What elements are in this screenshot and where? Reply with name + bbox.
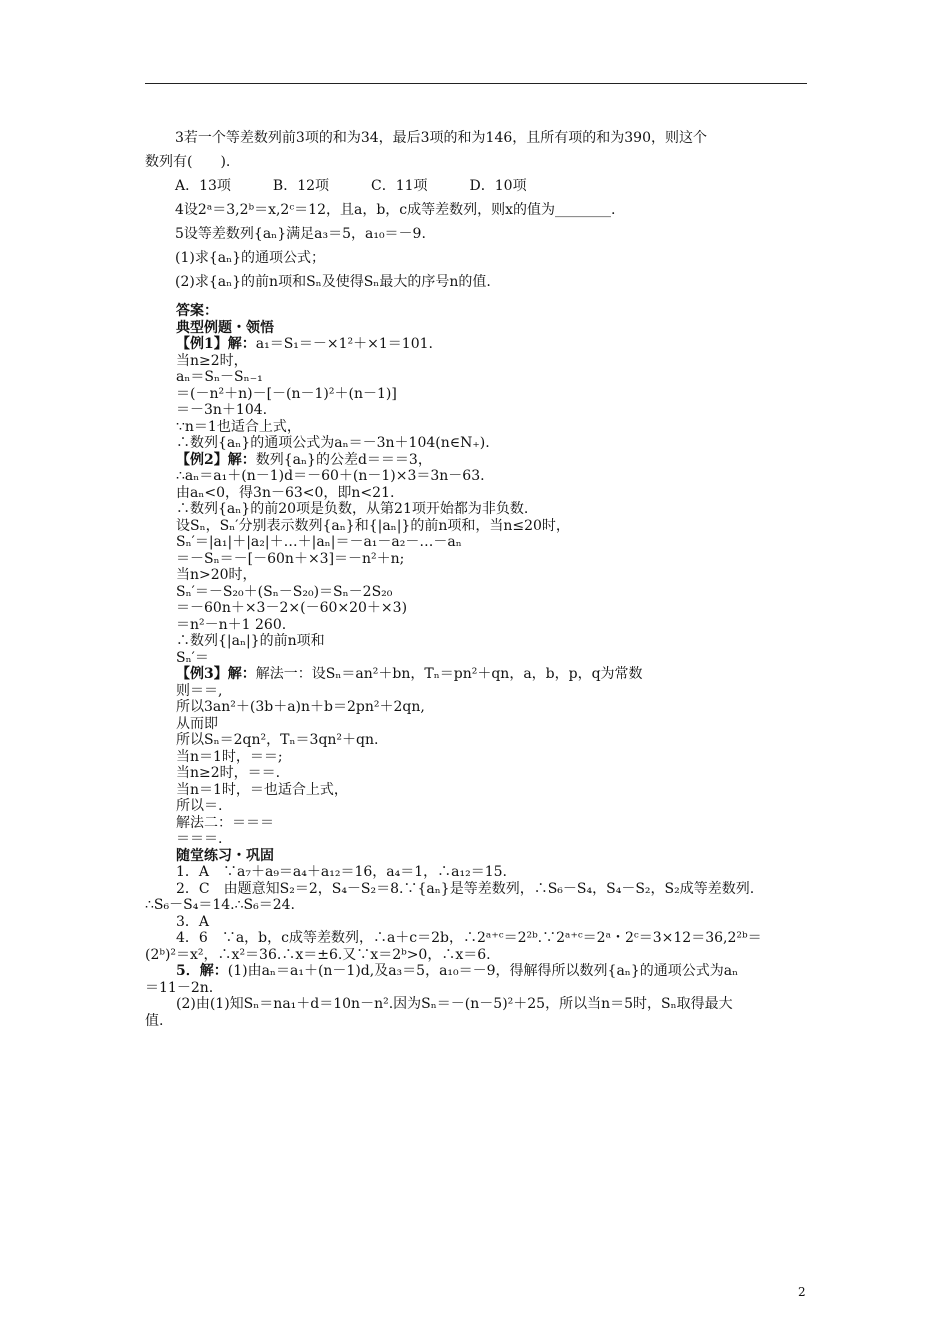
example-2-line: ∴数列{|aₙ|}的前n项和 <box>176 633 325 649</box>
example-1-line: a₁＝S₁＝－×1²＋×1＝101. <box>255 336 433 352</box>
example-3-line: 当n＝1时，＝＝; <box>176 748 283 765</box>
practice-answer-5: (1)由aₙ＝a₁＋(n－1)d,及a₃＝5，a₁₀＝－9，得解得所以数列{aₙ}的通项公式为aₙ <box>227 963 739 979</box>
example-2-line: 当n>20时， <box>176 567 257 583</box>
example-2-label: 【例2】解： <box>176 451 256 468</box>
example-2-line: 由aₙ<0，得3n－63<0，即n<21. <box>176 484 395 501</box>
practice-answer-2: 2．C 由题意知S₂＝2，S₄－S₂＝8.∵{aₙ}是等差数列，∴S₆－S₄，S₄－S₂，S₂成等差数列. <box>176 880 755 897</box>
practice-answer-2-cont: ∴S₆－S₄＝14.∴S₆＝24. <box>145 897 295 913</box>
example-3-line: 解法二：＝＝＝ <box>176 814 274 831</box>
example-1-line: aₙ＝Sₙ－Sₙ₋₁ <box>176 369 263 385</box>
example-3-line: 当n≥2时，＝＝. <box>176 765 281 781</box>
practice-answer-5-part2-cont: 值. <box>145 1012 164 1029</box>
example-3-line: 所以3an²＋(3b＋a)n＋b＝2pn²＋2qn, <box>176 699 425 715</box>
example-3-line: ＝＝＝. <box>176 831 223 847</box>
practice-answer-5-part2: (2)由(1)知Sₙ＝na₁＋d＝10n－n².因为Sₙ＝－(n－5)²＋25，所以当n＝5时，Sₙ取得最大 <box>176 996 733 1012</box>
example-2-line: Sₙ′＝－S₂₀＋(Sₙ－S₂₀)＝Sₙ－2S₂₀ <box>176 583 393 600</box>
page-number: 2 <box>798 1285 806 1299</box>
example-3-line: 解法一：设Sₙ＝an²＋bn，Tₙ＝pn²＋qn，a，b，p，q为常数 <box>255 666 643 682</box>
question-5-part1: (1)求{aₙ}的通项公式； <box>175 250 326 266</box>
question-4: 4设2ᵃ＝3,2ᵇ＝x,2ᶜ＝12，且a，b，c成等差数列，则x的值为________. <box>175 202 616 218</box>
example-2-line: Sₙ′＝ <box>176 649 209 666</box>
question-5-part2: (2)求{aₙ}的前n项和Sₙ及使得Sₙ最大的序号n的值. <box>175 274 491 290</box>
example-1-label: 【例1】解： <box>176 336 256 352</box>
example-2-line: ∴aₙ＝a₁＋(n－1)d＝－60＋(n－1)×3＝3n－63. <box>176 468 485 484</box>
header-rule <box>145 83 807 84</box>
question-5-stem: 5设等差数列{aₙ}满足a₃＝5，a₁₀＝－9. <box>175 226 426 242</box>
answers-section <box>145 303 816 1029</box>
example-3-line: 当n＝1时，＝也适合上式， <box>176 781 348 798</box>
example-2-line: ＝n²－n＋1 260. <box>176 616 287 633</box>
practice-answer-4: 4．6 ∵a，b，c成等差数列，∴a＋c＝2b，∴2ᵃ⁺ᶜ＝2²ᵇ.∵2ᵃ⁺ᶜ＝2ᵃ・2ᶜ＝3×12＝36,2²ᵇ＝ <box>176 930 762 946</box>
question-3-line1: 3若一个等差数列前3项的和为34，最后3项的和为146，且所有项的和为390，则这个 <box>175 130 707 146</box>
example-2-line: Sₙ′＝|a₁|＋|a₂|＋…＋|aₙ|＝－a₁－a₂－…－aₙ <box>176 534 462 550</box>
question-3-options: A．13项 B．12项 C．11项 D．10项 <box>175 178 527 194</box>
section-heading-practice: 随堂练习・巩固 <box>176 847 274 864</box>
example-3-line: 从而即 <box>176 715 218 732</box>
example-1-line: ∵n＝1也适合上式， <box>176 418 301 435</box>
example-3-line: 则＝＝, <box>176 682 223 699</box>
question-3-line2: 数列有( ). <box>145 154 231 170</box>
answers-heading: 答案： <box>176 303 218 319</box>
example-1-line: 当n≥2时， <box>176 352 248 369</box>
practice-answer-4-cont: (2ᵇ)²＝x²，∴x²＝36.∴x＝±6.又∵x＝2ᵇ>0，∴x＝6. <box>145 946 491 963</box>
practice-answer-5-label: 5．解： <box>176 963 228 979</box>
practice-answer-5-cont: ＝11－2n. <box>145 979 214 996</box>
section-heading-examples: 典型例题・领悟 <box>176 319 274 336</box>
example-2-line: ＝－Sₙ＝－[－60n＋×3]＝－n²＋n; <box>176 550 405 567</box>
practice-answer-3: 3．A <box>176 913 210 930</box>
practice-answer-1: 1．A ∵a₇＋a₉＝a₄＋a₁₂＝16，a₄＝1，∴a₁₂＝15. <box>176 864 507 880</box>
example-3-label: 【例3】解： <box>176 666 256 682</box>
example-3-line: 所以＝. <box>176 798 223 814</box>
example-1-line: ＝－3n＋104. <box>176 402 268 418</box>
example-2-line: 数列{aₙ}的公差d＝＝＝3， <box>255 451 432 468</box>
example-3-line: 所以Sₙ＝2qn²，Tₙ＝3qn²＋qn. <box>176 732 379 748</box>
example-2-line: ＝－60n＋×3－2×(－60×20＋×3) <box>176 600 408 616</box>
example-2-line: ∴数列{aₙ}的前20项是负数，从第21项开始都为非负数. <box>176 501 529 517</box>
example-1-line: ＝(－n²＋n)－[－(n－1)²＋(n－1)] <box>176 385 397 402</box>
example-2-line: 设Sₙ，Sₙ′分别表示数列{aₙ}和{|aₙ|}的前n项和，当n≤20时， <box>176 517 570 534</box>
question-3 <box>145 126 807 294</box>
example-1-line: ∴数列{aₙ}的通项公式为aₙ＝－3n＋104(n∈N₊). <box>176 435 490 451</box>
